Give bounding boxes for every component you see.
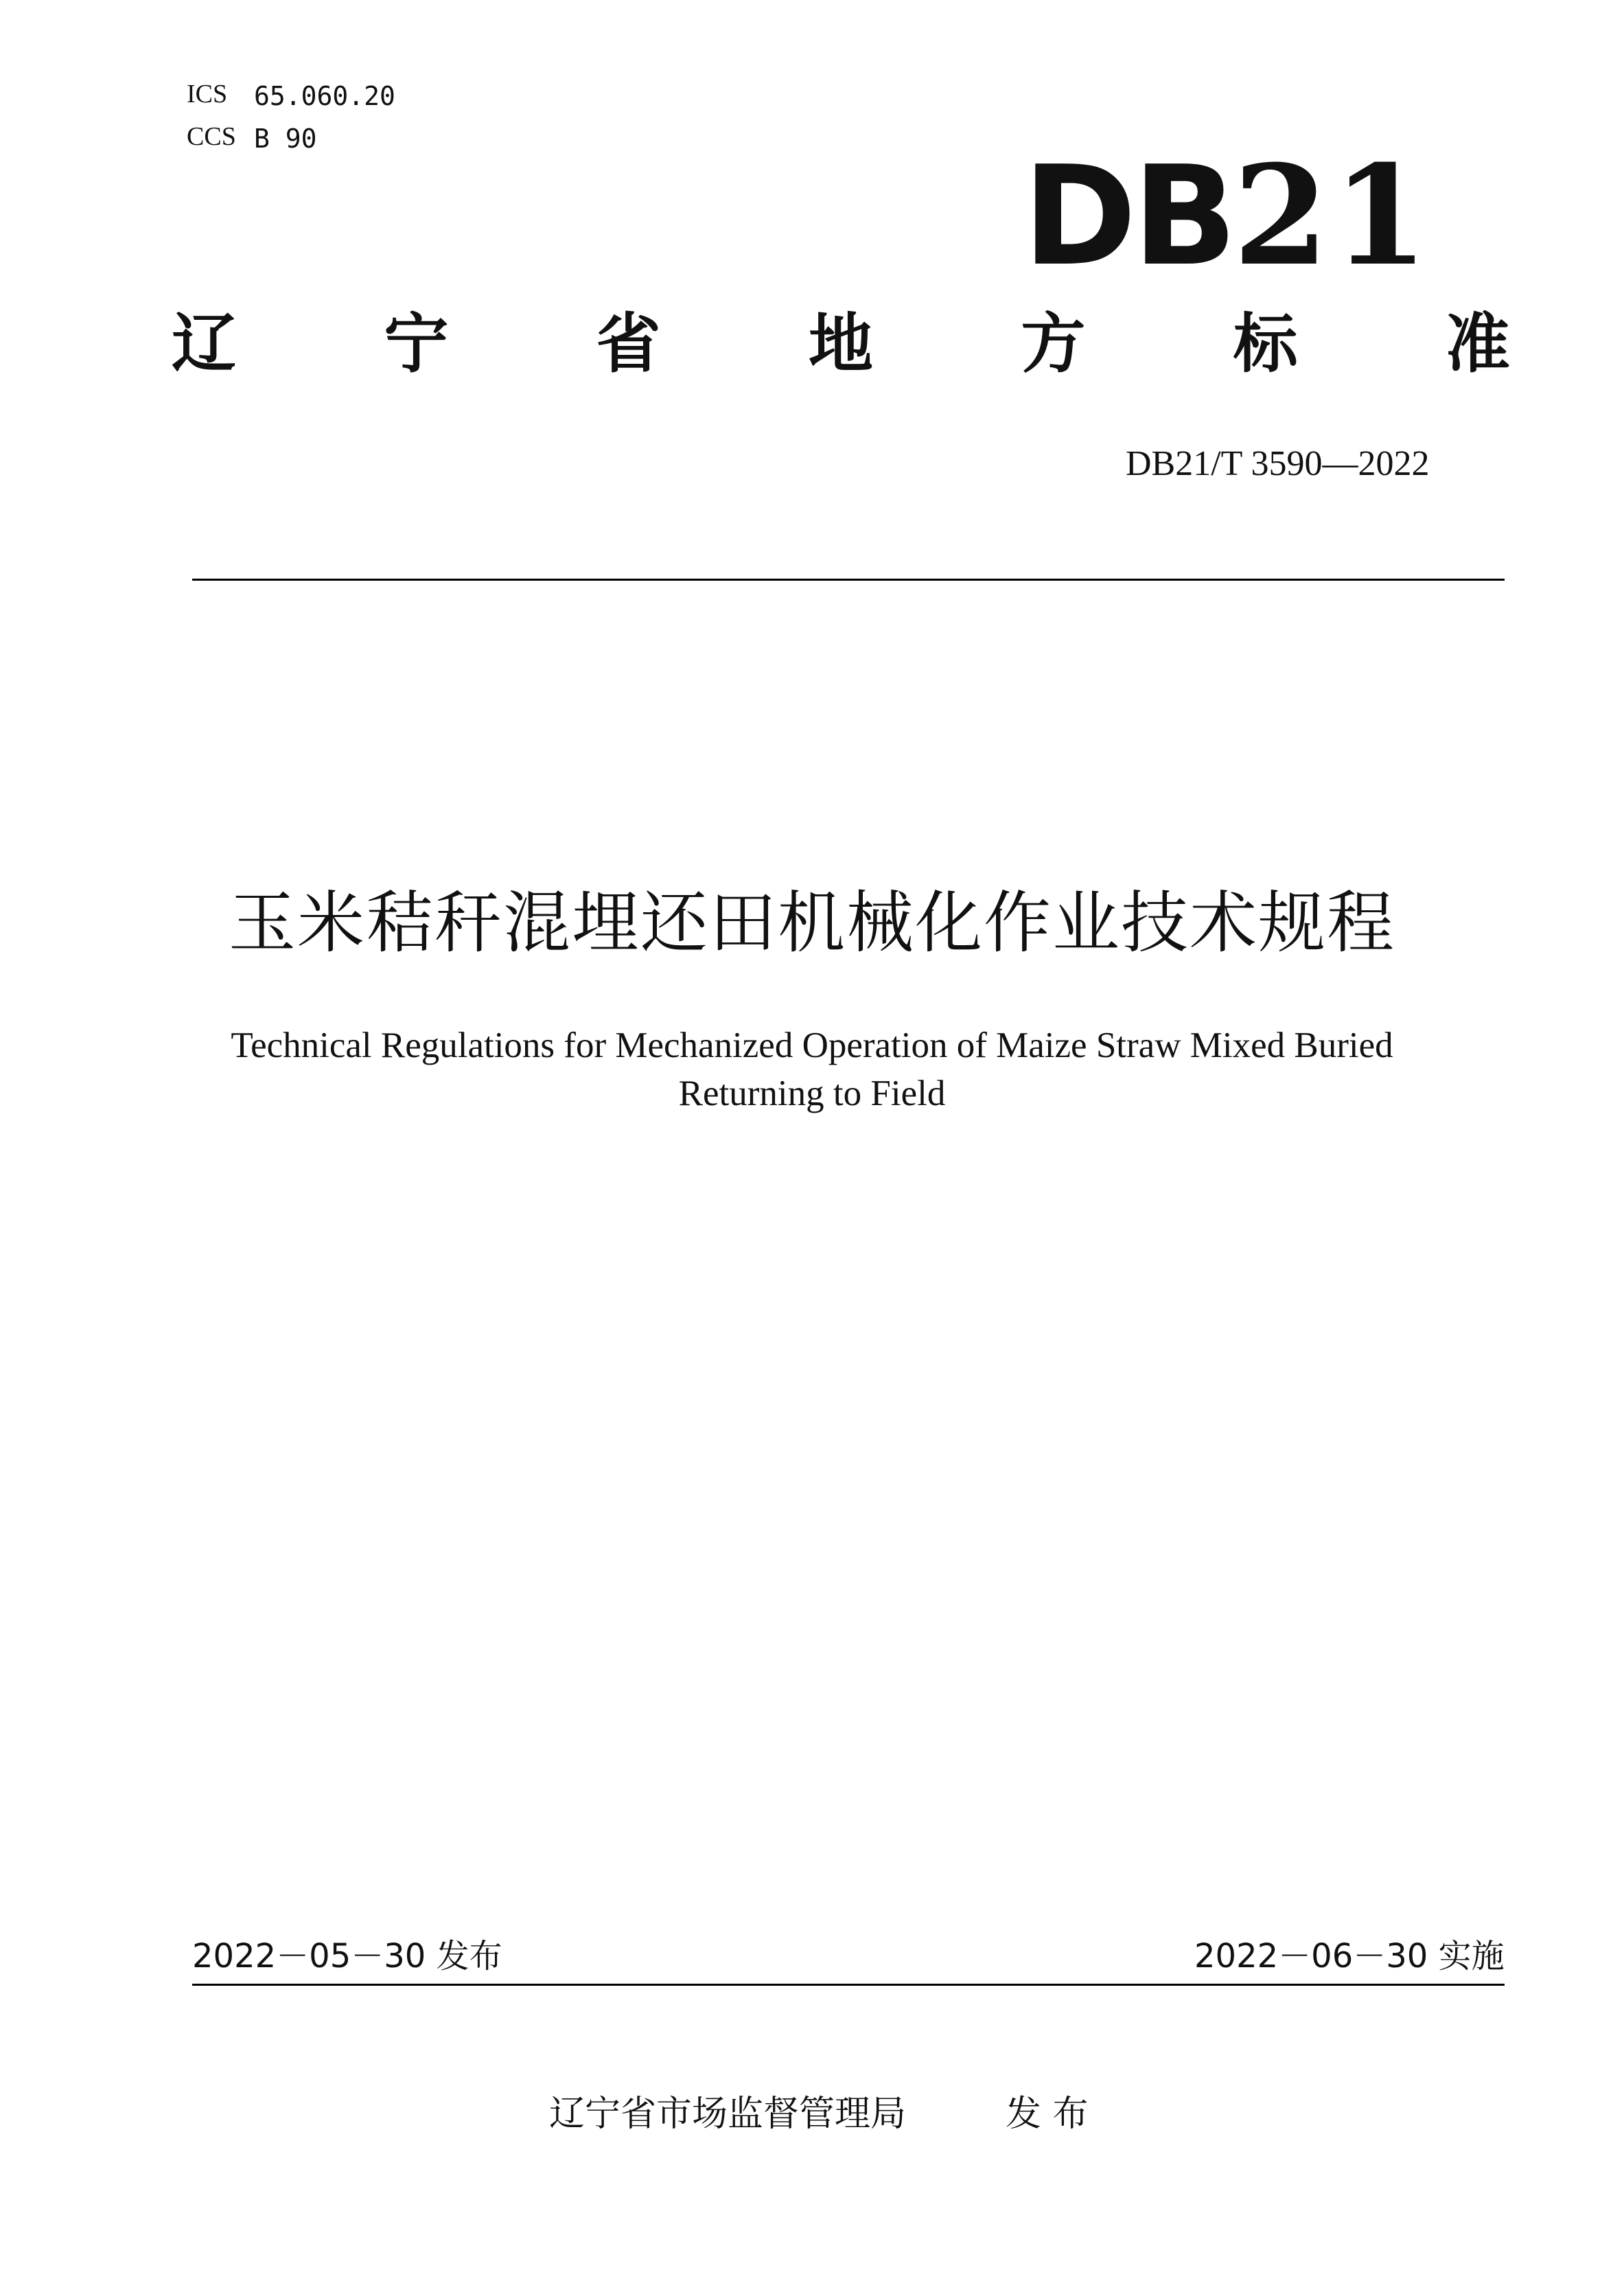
- standard-type-char: 省: [596, 307, 661, 382]
- issuer-action: 发 布: [1006, 2094, 1089, 2135]
- standard-type-char: 准: [1445, 307, 1510, 382]
- ccs-value: B 90: [254, 124, 317, 154]
- issuer-name: 辽宁省市场监督管理局: [549, 2094, 907, 2135]
- ics-value: 65.060.20: [254, 81, 395, 111]
- footer-divider: [192, 1984, 1505, 1986]
- ics-label: ICS: [187, 80, 228, 108]
- ccs-label: CCS: [187, 122, 236, 151]
- standard-type-heading: [172, 307, 1510, 382]
- standard-type-char: 辽: [172, 307, 237, 382]
- db-prefix: DB: [1023, 137, 1233, 297]
- standard-code: DB21/T 3590—2022: [1126, 444, 1430, 483]
- title-english: [206, 1021, 1418, 1117]
- title-english-line2: Returning to Field: [678, 1074, 946, 1113]
- db21-logo: [1023, 135, 1432, 297]
- standard-type-char: 方: [1021, 307, 1086, 382]
- issue-date: 2022－05－30 发布: [192, 1937, 502, 1975]
- implement-date: 2022－06－30 实施: [1194, 1937, 1505, 1975]
- db-number: 21: [1233, 135, 1432, 297]
- title-english-line1: Technical Regulations for Mechanized Operation of Maize Straw Mixed Buried: [231, 1025, 1393, 1065]
- standard-type-char: 地: [808, 307, 873, 382]
- standard-type-char: 标: [1233, 307, 1298, 382]
- header-divider: [192, 579, 1505, 581]
- standard-type-char: 宁: [384, 307, 449, 382]
- title-chinese: 玉米秸秆混埋还田机械化作业技术规程: [228, 884, 1395, 962]
